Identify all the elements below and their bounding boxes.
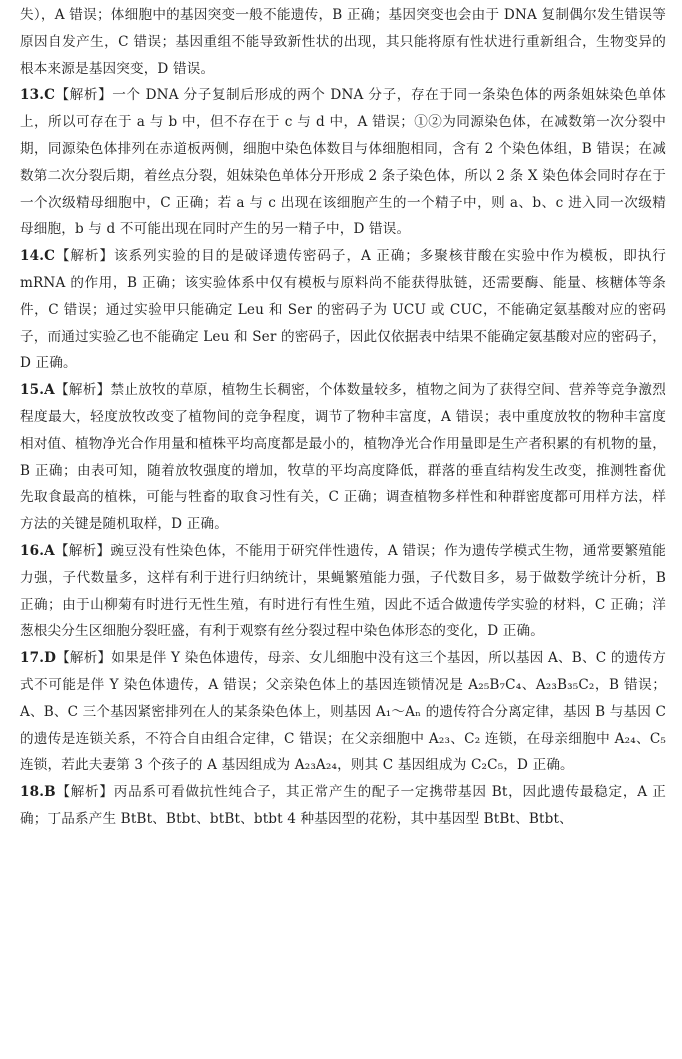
answer-explanation: 【解析】豌豆没有性染色体，不能用于研究伴性遗传，A 错误；作为遗传学模式生物，通常要繁殖能力强，子代数量多，这样有利于进行归纳统计，果蝇繁殖能力强，子代数目多，易于做数学统计分析，B 正确；由于山柳菊有时进行无性生殖，有时进行有性生殖，因此不适合做遗传学实验的材料，C 正确；洋葱根尖分生区细胞分裂旺盛，有利于观察有丝分裂过程中染色体形态的变化，D 正确。 [20,542,666,640]
answer-16 [20,538,666,645]
answer-explanation: 【解析】该系列实验的目的是破译遗传密码子，A 正确；多聚核苷酸在实验中作为模板，即执行 mRNA 的作用，B 正确；该实验体系中仅有模板与原料尚不能获得肽链，还需要酶、能量、核糖体等条件，C 错误；通过实验甲只能确定 Leu 和 Ser 的密码子为 UCU 或 CUC，不能确定氨基酸对应的密码子，而通过实验乙也不能确定 Leu 和 Ser 的密码子，因此仅依据表中结果不能确定氨基酸对应的密码子，D 正确。 [20,248,666,372]
answer-number: 15.A [20,382,55,399]
answer-explanation: 【解析】丙品系可看做抗性纯合子，其正常产生的配子一定携带基因 Bt，因此遗传最稳定，A 正确；丁品系产生 BtBt、Btbt、btBt、btbt 4 种基因型的花粉，其中基因型 BtBt、Btbt、 [20,784,666,827]
answer-explanation: 【解析】如果是伴 Y 染色体遗传，母亲、女儿细胞中没有这三个基因，所以基因 A、B、C 的遗传方式不可能是伴 Y 染色体遗传，A 错误；父亲染色体上的基因连锁情况是 A₂₅B₇C₄、A₂₃B₃₅C₂，B 错误；A、B、C 三个基因紧密排列在人的某条染色体上，则基因 A₁～Aₙ 的遗传符合分离定律，基因 B 与基因 C 的遗传是连锁关系，不符合自由组合定律，C 错误；在父亲细胞中 A₂₃、C₂ 连锁，在母亲细胞中 A₂₄、C₅ 连锁，若此夫妻第 3 个孩子的 A 基因组成为 A₂₃A₂₄，则其 C 基因组成为 C₂C₅，D 正确。 [20,650,666,774]
answer-17 [20,645,666,779]
answer-number: 18.B [20,784,56,801]
answer-number: 14.C [20,248,56,265]
answer-explanation: 【解析】一个 DNA 分子复制后形成的两个 DNA 分子，存在于同一条染色体的两条姐妹染色单体上，所以可存在于 a 与 b 中，但不存在于 c 与 d 中，A 错误；①②为同源染色体，在减数第一次分裂中期，同源染色体排列在赤道板两侧，细胞中染色体数目与体细胞相同，含有 2 个染色体组，B 错误；在减数第二次分裂后期，着丝点分裂，姐妹染色单体分开形成 2 条子染色体，所以 2 条 X 染色体会同时存在于一个次级精母细胞中，C 正确；若 a 与 c 出现在该细胞产生的一个精子中，则 a、b、c 进入同一次级精母细胞，b 与 d 不可能出现在同时产生的另一精子中，D 错误。 [20,87,666,238]
answer-18 [20,779,666,833]
answer-14 [20,243,666,377]
answer-number: 17.D [20,650,57,667]
answer-explanation: 【解析】禁止放牧的草原，植物生长稠密，个体数量较多，植物之间为了获得空间、营养等竞争激烈程度最大，轻度放牧改变了植物间的竞争程度，调节了物种丰富度，A 错误；表中重度放牧的物种丰富度相对值、植物净光合作用量和植株平均高度都是最小的，植物净光合作用量即是生产者积累的有机物的量，B 正确；由表可知，随着放牧强度的增加，牧草的平均高度降低，群落的垂直结构发生改变，推测牲畜优先取食最高的植株，可能与牲畜的取食习性有关，C 正确；调查植物多样性和种群密度都可用样方法，样方法的关键是随机取样，D 正确。 [20,382,666,533]
answer-number: 16.A [20,542,55,559]
paragraph-continued [20,2,666,82]
answer-15 [20,377,666,538]
answer-13 [20,82,666,243]
paragraph-text: 失），A 错误；体细胞中的基因突变一般不能遗传，B 正确；基因突变也会由于 DNA 复制偶尔发生错误等原因自发产生，C 错误；基因重组不能导致新性状的出现，其只能将原有性状进行重新组合，生物变异的根本来源是基因突变，D 错误。 [20,7,666,77]
answer-number: 13.C [20,87,56,104]
